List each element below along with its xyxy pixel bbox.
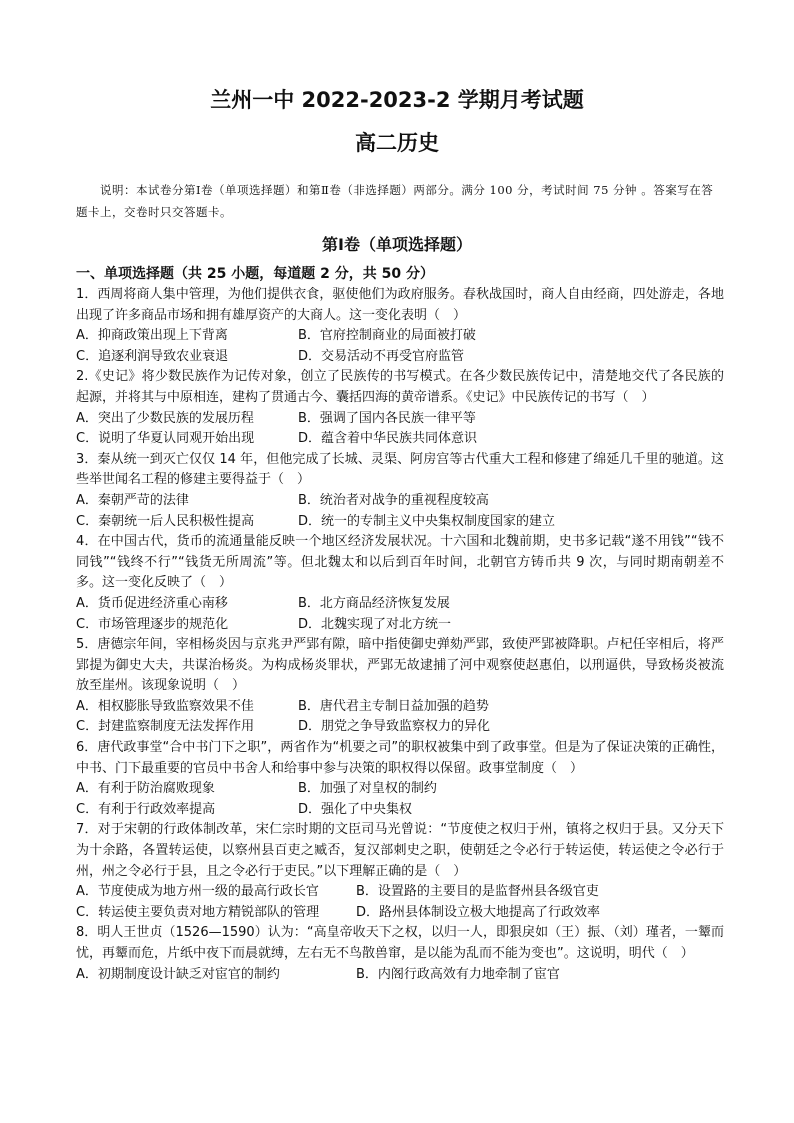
option-a: A．货币促进经济重心南移 bbox=[76, 595, 228, 611]
question-options bbox=[76, 779, 724, 820]
option-c: C．有利于行政效率提高 bbox=[76, 801, 216, 817]
question-stem: 1．西周将商人集中管理，为他们提供衣食，驱使他们为政府服务。春秋战国时，商人自由经商，四处游走，各地出现了许多商品市场和拥有雄厚资产的大商人。这一变化表明（ ） bbox=[76, 287, 724, 323]
option-b: B．北方商品经济恢复发展 bbox=[298, 595, 450, 611]
option-a: A．突出了少数民族的发展历程 bbox=[76, 410, 254, 426]
option-d: D．强化了中央集权 bbox=[298, 801, 413, 817]
option-c: C．追逐利润导致农业衰退 bbox=[76, 348, 229, 364]
option-a: A．秦朝严苛的法律 bbox=[76, 492, 189, 508]
question-options bbox=[76, 491, 724, 532]
question-stem: 2.《史记》将少数民族作为记传对象，创立了民族传的书写模式。在各少数民族传记中，清楚地交代了各民族的起源，并将其与中原相连，建构了贯通古今、囊括四海的黄帝谱系。《史记》中民族传记的书写（ ） bbox=[76, 369, 724, 405]
part-title: 第Ⅰ卷（单项选择题） bbox=[322, 235, 472, 254]
option-b: B．唐代君主专制日益加强的趋势 bbox=[298, 698, 489, 714]
section-title: 一、单项选择题（共 25 小题，每道题 2 分，共 50 分） bbox=[76, 266, 434, 282]
question-stem: 7．对于宋朝的行政体制改革，宋仁宗时期的文臣司马光曾说：“节度使之权归于州，镇将之权归于县。又分天下为十余路，各置转运使，以察州县百吏之臧否，复汉部刺史之职，使朝廷之令必行于转运使，转运使之令必行于州，州之令必行于县，且之令必行于吏民。”以下理解正确的是（ ） bbox=[76, 822, 724, 879]
option-d: D．北魏实现了对北方统一 bbox=[298, 616, 452, 632]
question-6 bbox=[76, 738, 724, 820]
question-3 bbox=[76, 450, 724, 532]
option-d: D．朋党之争导致监察权力的异化 bbox=[298, 719, 491, 735]
question-4 bbox=[76, 532, 724, 635]
option-d: D．蕴含着中华民族共同体意识 bbox=[298, 431, 478, 447]
question-options bbox=[76, 326, 724, 367]
question-options bbox=[76, 594, 724, 635]
option-a: A．抑商政策出现上下背离 bbox=[76, 328, 228, 344]
option-b: B．强调了国内各民族一律平等 bbox=[298, 410, 476, 426]
option-d: D．统一的专制主义中央集权制度国家的建立 bbox=[298, 513, 556, 529]
question-1 bbox=[76, 285, 724, 367]
option-a: A．节度使成为地方州一级的最高行政长官 bbox=[76, 884, 319, 900]
option-d: D．交易活动不再受官府监管 bbox=[298, 348, 465, 364]
question-7 bbox=[76, 820, 724, 923]
question-stem: 3．秦从统一到灭亡仅仅 14 年，但他完成了长城、灵渠、阿房宫等古代重大工程和修建了绵延几千里的驰道。这些举世闻名工程的修建主要得益于（ ） bbox=[76, 451, 724, 488]
exam-title: 兰州一中 2022-2023-2 学期月考试题 bbox=[210, 88, 584, 112]
question-stem: 4．在中国古代，货币的流通量能反映一个地区经济发展状况。十六国和北魏前期，史书多记载“遂不用钱”“钱不同钱”“钱终不行”“钱货无所周流”等。但北魏太和以后到百年时间，北朝官方铸币共 9 次，与同时期南朝差不多。这一变化反映了（ ） bbox=[76, 534, 724, 591]
question-options bbox=[76, 882, 724, 923]
option-c: C．说明了华夏认同观开始出现 bbox=[76, 431, 255, 447]
question-stem: 6．唐代政事堂“合中书门下之职”，两省作为“机要之司”的职权被集中到了政事堂。但是为了保证决策的正确性，中书、门下最重要的官员中书舍人和给事中参与决策的职权得以保留。政事堂制度（ ） bbox=[76, 740, 724, 776]
option-c: C．秦朝统一后人民积极性提高 bbox=[76, 513, 255, 529]
question-2 bbox=[76, 367, 724, 449]
option-a: A．有利于防治腐败现象 bbox=[76, 781, 215, 797]
question-list bbox=[76, 263, 724, 985]
question-options bbox=[76, 965, 724, 986]
option-b: B．统治者对战争的重视程度较高 bbox=[298, 492, 489, 508]
exam-instructions: 说明：本试卷分第Ⅰ卷（单项选择题）和第Ⅱ卷（非选择题）两部分。满分 100 分，考试时间 75 分钟 。答案写在答题卡上，交卷时只交答题卡。 bbox=[76, 183, 714, 219]
option-a: A．相权膨胀导致监察效果不佳 bbox=[76, 698, 254, 714]
option-c: C．转运使主要负责对地方精锐部队的管理 bbox=[76, 904, 320, 920]
option-d: D．路州县体制设立极大地提高了行政效率 bbox=[356, 904, 601, 920]
option-c: C．封建监察制度无法发挥作用 bbox=[76, 719, 255, 735]
question-options bbox=[76, 409, 724, 450]
question-stem: 5．唐德宗年间，宰相杨炎因与京兆尹严郢有隙，暗中指使御史弹劾严郢，致使严郢被降职。卢杞任宰相后，将严郢提为御史大夫，共谋治杨炎。为构成杨炎罪状，严郢无故逮捕了河中观察使赵惠伯，以刑逼供，导致杨炎被流放至崖州。该现象说明（ ） bbox=[76, 637, 724, 694]
option-c: C．市场管理逐步的规范化 bbox=[76, 616, 229, 632]
option-a: A．初期制度设计缺乏对宦官的制约 bbox=[76, 966, 280, 982]
option-b: B．设置路的主要目的是监督州县各级官吏 bbox=[356, 884, 599, 900]
option-b: B．官府控制商业的局面被打破 bbox=[298, 328, 476, 344]
question-5 bbox=[76, 635, 724, 738]
question-stem: 8．明人王世贞（1526—1590）认为：“高皇帝收天下之权，以归一人，即狠戾如（王）振、（刘）瑾者，一颦而忧，再颦而危，片纸中夜下而晨就缚，左右无不鸟散兽窜，是以能为乱而不能为变也”。这说明，明代（ ） bbox=[76, 925, 724, 961]
exam-subject: 高二历史 bbox=[355, 131, 439, 155]
option-b: B．内阁行政高效有力地牵制了宦官 bbox=[356, 966, 560, 982]
question-8 bbox=[76, 923, 724, 985]
option-b: B．加强了对皇权的制约 bbox=[298, 781, 437, 797]
question-options bbox=[76, 697, 724, 738]
